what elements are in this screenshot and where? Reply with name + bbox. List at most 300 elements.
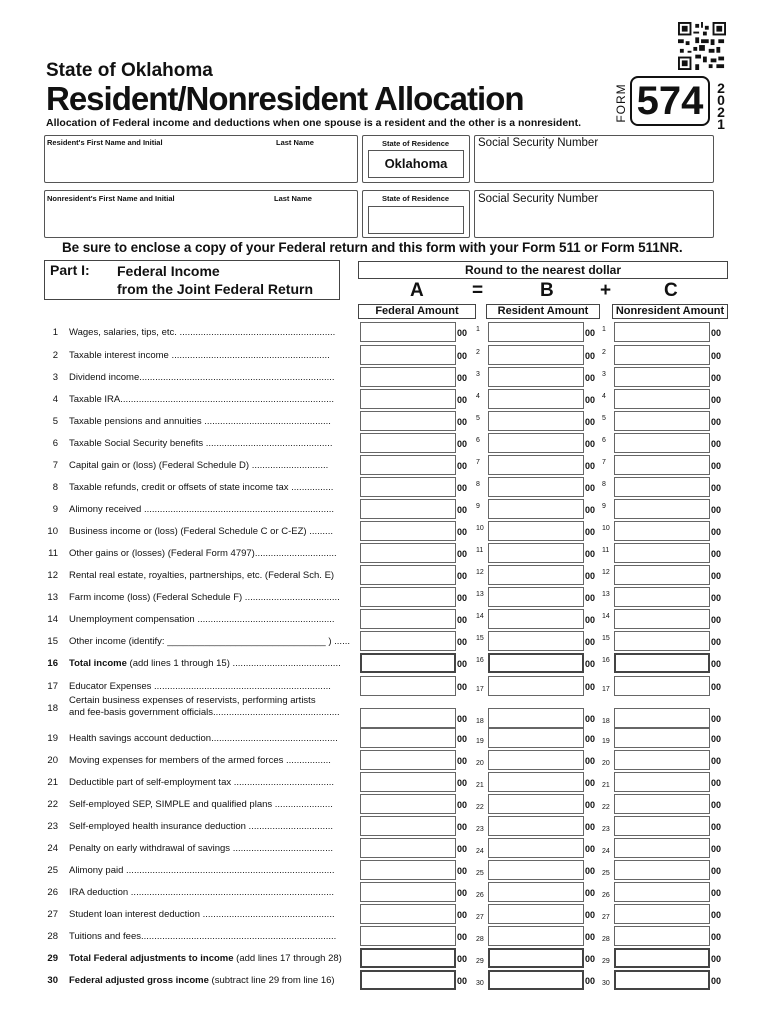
- cents-label: 00: [711, 932, 722, 942]
- cents-label: 00: [457, 328, 468, 338]
- line-label: Penalty on early withdrawal of savings ......................................: [69, 843, 333, 854]
- cents-label: 00: [457, 734, 468, 744]
- amount-input-col-a[interactable]: [360, 676, 456, 696]
- cents-label: 00: [585, 505, 596, 515]
- cents-label: 00: [457, 932, 468, 942]
- line-number: 5: [52, 416, 58, 427]
- amount-input-col-a[interactable]: [360, 653, 456, 673]
- amount-input-col-a[interactable]: [360, 750, 456, 770]
- year-digit: 2: [717, 104, 725, 120]
- amount-input-col-c[interactable]: [614, 838, 710, 858]
- line-label: Taxable Social Security benefits ................................................: [69, 438, 333, 449]
- amount-input-col-a[interactable]: [360, 816, 456, 836]
- cents-label: 00: [585, 328, 596, 338]
- year-digit: 0: [717, 92, 725, 108]
- amount-input-col-a[interactable]: [360, 609, 456, 629]
- cents-label: 00: [585, 439, 596, 449]
- line-label-rest: (subtract line 29 from line 16): [208, 975, 335, 986]
- cents-label: 00: [585, 615, 596, 625]
- nonresident-first-name-label: Nonresident's First Name and Initial: [47, 194, 175, 203]
- amount-input-col-a[interactable]: [360, 322, 456, 342]
- cents-label: 00: [457, 659, 468, 669]
- amount-input-col-a[interactable]: [360, 926, 456, 946]
- resident-first-name-label: Resident's First Name and Initial: [47, 138, 163, 147]
- line-label: Business income or (loss) (Federal Schedule C or C-EZ) .........: [69, 526, 333, 537]
- amount-input-col-a[interactable]: [360, 794, 456, 814]
- line-number: 29: [47, 953, 58, 964]
- amount-input-col-b[interactable]: [488, 882, 584, 902]
- amount-input-col-b[interactable]: [488, 587, 584, 607]
- cents-label: 00: [457, 844, 468, 854]
- resident-state-value[interactable]: Oklahoma: [368, 150, 464, 178]
- line-number: 17: [47, 681, 58, 692]
- line-ref-number: 19: [602, 738, 610, 745]
- line-label: Educator Expenses ...................................................................: [69, 681, 331, 692]
- form-number: 574: [630, 76, 710, 126]
- cents-label: 00: [457, 461, 468, 471]
- amount-input-col-b[interactable]: [488, 772, 584, 792]
- line-ref-number: 25: [476, 870, 484, 877]
- line-ref-number: 11: [476, 547, 484, 554]
- line-number: 24: [47, 843, 58, 854]
- form-label: FORM: [614, 83, 628, 123]
- amount-input-col-c[interactable]: [614, 728, 710, 748]
- part-title-line2: from the Joint Federal Return: [117, 281, 314, 297]
- amount-input-col-b[interactable]: [488, 728, 584, 748]
- amount-input-col-c[interactable]: [614, 521, 710, 541]
- line-number: 15: [47, 636, 58, 647]
- line-ref-number: 8: [476, 481, 480, 488]
- amount-input-col-a[interactable]: [360, 543, 456, 563]
- cents-label: 00: [711, 682, 722, 692]
- line-ref-number: 28: [602, 936, 610, 943]
- amount-input-col-a[interactable]: [360, 367, 456, 387]
- cents-label: 00: [711, 549, 722, 559]
- line-ref-number: 21: [602, 782, 610, 789]
- cents-label: 00: [585, 932, 596, 942]
- amount-input-col-c[interactable]: [614, 367, 710, 387]
- line-ref-number: 20: [602, 760, 610, 767]
- cents-label: 00: [457, 439, 468, 449]
- amount-input-col-c[interactable]: [614, 926, 710, 946]
- cents-label: 00: [457, 571, 468, 581]
- line-label: Student loan interest deduction ..................................................: [69, 909, 335, 920]
- amount-input-col-a[interactable]: [360, 433, 456, 453]
- enclosure-notice: Be sure to enclose a copy of your Federal return and this form with your Form 511 or Form 511NR.: [62, 240, 683, 255]
- line-ref-number: 7: [476, 459, 480, 466]
- line-number: 30: [47, 975, 58, 986]
- cents-label: 00: [457, 822, 468, 832]
- line-number: 25: [47, 865, 58, 876]
- amount-input-col-b[interactable]: [488, 345, 584, 365]
- cents-label: 00: [711, 439, 722, 449]
- state-title: State of Oklahoma: [46, 60, 213, 81]
- resident-last-name-label: Last Name: [276, 138, 314, 147]
- line-label: Taxable pensions and annuities ................................................: [69, 416, 331, 427]
- amount-input-col-a[interactable]: [360, 411, 456, 431]
- cents-label: 00: [457, 527, 468, 537]
- resident-ssn-label: Social Security Number: [478, 137, 599, 149]
- cents-label: 00: [457, 395, 468, 405]
- cents-label: 00: [457, 866, 468, 876]
- cents-label: 00: [585, 800, 596, 810]
- cents-label: 00: [711, 866, 722, 876]
- cents-label: 00: [585, 527, 596, 537]
- line-ref-number: 5: [602, 415, 606, 422]
- amount-input-col-c[interactable]: [614, 631, 710, 651]
- line-ref-number: 1: [476, 326, 480, 333]
- cents-label: 00: [711, 756, 722, 766]
- amount-input-col-b[interactable]: [488, 543, 584, 563]
- amount-input-col-b[interactable]: [488, 631, 584, 651]
- line-ref-number: 3: [476, 371, 480, 378]
- amount-input-col-c[interactable]: [614, 794, 710, 814]
- line-number: 3: [52, 372, 58, 383]
- amount-input-col-c[interactable]: [614, 543, 710, 563]
- line-ref-number: 14: [602, 613, 610, 620]
- line-label: Tuitions and fees..........................................................................: [69, 931, 337, 942]
- cents-label: 00: [585, 351, 596, 361]
- amount-input-col-a[interactable]: [360, 860, 456, 880]
- cents-label: 00: [585, 910, 596, 920]
- amount-input-col-a[interactable]: [360, 772, 456, 792]
- cents-label: 00: [585, 483, 596, 493]
- amount-input-col-a[interactable]: [360, 882, 456, 902]
- amount-input-col-c[interactable]: [614, 816, 710, 836]
- line-ref-number: 2: [476, 349, 480, 356]
- amount-input-col-b[interactable]: [488, 708, 584, 728]
- amount-input-col-c[interactable]: [614, 477, 710, 497]
- line-ref-number: 7: [602, 459, 606, 466]
- amount-input-col-a[interactable]: [360, 587, 456, 607]
- line-label-rest: (add lines 17 through 28): [233, 953, 342, 964]
- amount-input-col-c[interactable]: [614, 389, 710, 409]
- line-label: Other income (identify: ______________________________ ) ......: [69, 636, 350, 647]
- amount-input-col-c[interactable]: [614, 322, 710, 342]
- line-number: 19: [47, 733, 58, 744]
- line-label: Dividend income..........................................................................: [69, 372, 335, 383]
- line-label-bold: Total income: [69, 658, 127, 669]
- line-label-bold: Total Federal adjustments to income: [69, 953, 234, 964]
- line-number: 6: [52, 438, 58, 449]
- line-ref-number: 24: [476, 848, 484, 855]
- column-c-letter: C: [664, 280, 678, 301]
- cents-label: 00: [585, 822, 596, 832]
- line-label: Taxable IRA.................................................................................: [69, 394, 335, 405]
- amount-input-col-b[interactable]: [488, 750, 584, 770]
- cents-label: 00: [457, 373, 468, 383]
- cents-label: 00: [711, 734, 722, 744]
- amount-input-col-b[interactable]: [488, 816, 584, 836]
- line-label: Deductible part of self-employment tax ......................................: [69, 777, 335, 788]
- year-digit: 1: [717, 116, 725, 132]
- line-ref-number: 16: [476, 657, 484, 664]
- amount-input-col-a[interactable]: [360, 904, 456, 924]
- line-label: Wages, salaries, tips, etc. ...........................................................: [69, 327, 336, 338]
- cents-label: 00: [457, 756, 468, 766]
- line-ref-number: 10: [476, 525, 484, 532]
- amount-input-col-b[interactable]: [488, 565, 584, 585]
- line-ref-number: 6: [476, 437, 480, 444]
- line-ref-number: 30: [602, 980, 610, 987]
- amount-input-col-b[interactable]: [488, 521, 584, 541]
- cents-label: 00: [585, 756, 596, 766]
- line-label: Moving expenses for members of the armed forces .................: [69, 755, 331, 766]
- line-number: 11: [48, 548, 58, 559]
- amount-input-col-c[interactable]: [614, 708, 710, 728]
- line-label: Self-employed health insurance deduction ................................: [69, 821, 334, 832]
- amount-input-col-c[interactable]: [614, 433, 710, 453]
- amount-input-col-b[interactable]: [488, 367, 584, 387]
- line-label: Capital gain or (loss) (Federal Schedule D) .............................: [69, 460, 329, 471]
- line-label-part: Certain business expenses of reservists, performing artists: [69, 695, 316, 706]
- line-label: Alimony paid ...............................................................................: [69, 865, 335, 876]
- line-ref-number: 15: [602, 635, 610, 642]
- cents-label: 00: [585, 461, 596, 471]
- line-ref-number: 26: [602, 892, 610, 899]
- amount-input-col-b[interactable]: [488, 609, 584, 629]
- cents-label: 00: [457, 417, 468, 427]
- amount-input-col-b[interactable]: [488, 499, 584, 519]
- cents-label: 00: [711, 778, 722, 788]
- cents-label: 00: [585, 571, 596, 581]
- amount-input-col-b[interactable]: [488, 676, 584, 696]
- cents-label: 00: [585, 888, 596, 898]
- amount-input-col-b[interactable]: [488, 411, 584, 431]
- amount-input-col-c[interactable]: [614, 750, 710, 770]
- nonresident-state-label: State of Residence: [382, 194, 450, 203]
- cents-label: 00: [457, 593, 468, 603]
- line-ref-number: 4: [476, 393, 480, 400]
- equals-sign: =: [472, 280, 484, 301]
- amount-input-col-b[interactable]: [488, 477, 584, 497]
- line-ref-number: 2: [602, 349, 606, 356]
- line-ref-number: 28: [476, 936, 484, 943]
- cents-label: 00: [711, 328, 722, 338]
- cents-label: 00: [711, 527, 722, 537]
- cents-label: 00: [585, 417, 596, 427]
- line-label: Other gains or (losses) (Federal Form 4797)...............................: [69, 548, 337, 559]
- amount-input-col-b[interactable]: [488, 838, 584, 858]
- line-ref-number: 18: [602, 718, 610, 725]
- amount-input-col-b[interactable]: [488, 948, 584, 968]
- year-digit: 2: [717, 80, 725, 96]
- line-ref-number: 25: [602, 870, 610, 877]
- line-number: 16: [47, 658, 58, 669]
- line-ref-number: 4: [602, 393, 606, 400]
- cents-label: 00: [457, 682, 468, 692]
- cents-label: 00: [711, 888, 722, 898]
- line-number: 23: [47, 821, 58, 832]
- cents-label: 00: [585, 637, 596, 647]
- amount-input-col-b[interactable]: [488, 970, 584, 990]
- amount-input-col-c[interactable]: [614, 882, 710, 902]
- line-ref-number: 16: [602, 657, 610, 664]
- cents-label: 00: [457, 505, 468, 515]
- line-label-rest: (add lines 1 through 15) .........................................: [126, 658, 341, 669]
- line-label: Rental real estate, royalties, partnerships, etc. (Federal Sch. E): [69, 570, 335, 581]
- line-label: [69, 695, 355, 719]
- amount-input-col-c[interactable]: [614, 653, 710, 673]
- amount-input-col-c[interactable]: [614, 860, 710, 880]
- amount-input-col-c[interactable]: [614, 970, 710, 990]
- amount-input-col-a[interactable]: [360, 345, 456, 365]
- amount-input-col-a[interactable]: [360, 838, 456, 858]
- line-ref-number: 12: [476, 569, 484, 576]
- amount-input-col-b[interactable]: [488, 455, 584, 475]
- resident-state-label: State of Residence: [382, 139, 450, 148]
- column-b-header: Resident Amount: [486, 304, 600, 319]
- amount-input-col-b[interactable]: [488, 904, 584, 924]
- line-label-bold: Federal adjusted gross income: [69, 975, 209, 986]
- amount-input-col-a[interactable]: [360, 499, 456, 519]
- line-label: Farm income (loss) (Federal Schedule F) ....................................: [69, 592, 340, 603]
- cents-label: 00: [585, 659, 596, 669]
- line-number: 22: [47, 799, 58, 810]
- amount-input-col-a[interactable]: [360, 970, 456, 990]
- cents-label: 00: [711, 615, 722, 625]
- form-year: [714, 82, 728, 130]
- amount-input-col-b[interactable]: [488, 322, 584, 342]
- amount-input-col-a[interactable]: [360, 728, 456, 748]
- nonresident-state-value[interactable]: [368, 206, 464, 234]
- amount-input-col-a[interactable]: [360, 565, 456, 585]
- cents-label: 00: [457, 615, 468, 625]
- line-ref-number: 30: [476, 980, 484, 987]
- cents-label: 00: [457, 910, 468, 920]
- line-ref-number: 8: [602, 481, 606, 488]
- amount-input-col-a[interactable]: [360, 708, 456, 728]
- amount-input-col-b[interactable]: [488, 926, 584, 946]
- cents-label: 00: [585, 866, 596, 876]
- cents-label: 00: [711, 395, 722, 405]
- line-ref-number: 9: [476, 503, 480, 510]
- cents-label: 00: [585, 976, 596, 986]
- line-ref-number: 27: [476, 914, 484, 921]
- line-label-part: and fee-basis government officials................................................: [69, 707, 340, 718]
- cents-label: 00: [711, 461, 722, 471]
- page-title: Resident/Nonresident Allocation: [46, 80, 524, 117]
- line-label: [69, 953, 355, 964]
- amount-input-col-b[interactable]: [488, 794, 584, 814]
- amount-input-col-b[interactable]: [488, 860, 584, 880]
- line-ref-number: 6: [602, 437, 606, 444]
- amount-input-col-c[interactable]: [614, 345, 710, 365]
- cents-label: 00: [711, 976, 722, 986]
- line-label: Taxable interest income ............................................................: [69, 350, 330, 361]
- line-number: 2: [52, 350, 58, 361]
- line-ref-number: 29: [476, 958, 484, 965]
- amount-input-col-b[interactable]: [488, 653, 584, 673]
- amount-input-col-c[interactable]: [614, 676, 710, 696]
- amount-input-col-a[interactable]: [360, 455, 456, 475]
- cents-label: 00: [457, 976, 468, 986]
- line-number: 4: [52, 394, 58, 405]
- column-b-letter: B: [540, 280, 554, 301]
- line-number: 18: [47, 703, 58, 714]
- line-ref-number: 19: [476, 738, 484, 745]
- line-ref-number: 15: [476, 635, 484, 642]
- form-subtitle: Allocation of Federal income and deductions when one spouse is a resident and the other is a nonresident.: [46, 117, 582, 129]
- cents-label: 00: [711, 417, 722, 427]
- amount-input-col-a[interactable]: [360, 521, 456, 541]
- line-label: IRA deduction .............................................................................: [69, 887, 335, 898]
- line-ref-number: 14: [476, 613, 484, 620]
- amount-input-col-a[interactable]: [360, 477, 456, 497]
- cents-label: 00: [711, 954, 722, 964]
- cents-label: 00: [711, 910, 722, 920]
- line-ref-number: 13: [476, 591, 484, 598]
- line-ref-number: 11: [602, 547, 610, 554]
- amount-input-col-c[interactable]: [614, 948, 710, 968]
- cents-label: 00: [457, 714, 468, 724]
- line-ref-number: 17: [476, 686, 484, 693]
- amount-input-col-c[interactable]: [614, 772, 710, 792]
- cents-label: 00: [457, 549, 468, 559]
- line-number: 13: [47, 592, 58, 603]
- cents-label: 00: [711, 351, 722, 361]
- column-c-header: Nonresident Amount: [612, 304, 728, 319]
- line-label: Health savings account deduction................................................: [69, 733, 338, 744]
- line-number: 7: [52, 460, 58, 471]
- line-label: Taxable refunds, credit or offsets of state income tax ................: [69, 482, 334, 493]
- amount-input-col-c[interactable]: [614, 904, 710, 924]
- line-ref-number: 23: [602, 826, 610, 833]
- round-note: Round to the nearest dollar: [358, 261, 728, 279]
- amount-input-col-a[interactable]: [360, 631, 456, 651]
- column-a-letter: A: [410, 280, 424, 301]
- nonresident-last-name-label: Last Name: [274, 194, 312, 203]
- cents-label: 00: [585, 778, 596, 788]
- line-number: 10: [47, 526, 58, 537]
- amount-input-col-c[interactable]: [614, 499, 710, 519]
- cents-label: 00: [711, 714, 722, 724]
- cents-label: 00: [585, 395, 596, 405]
- cents-label: 00: [585, 373, 596, 383]
- cents-label: 00: [711, 593, 722, 603]
- line-ref-number: 21: [476, 782, 484, 789]
- amount-input-col-c[interactable]: [614, 565, 710, 585]
- amount-input-col-c[interactable]: [614, 587, 710, 607]
- amount-input-col-c[interactable]: [614, 609, 710, 629]
- cents-label: 00: [585, 844, 596, 854]
- line-ref-number: 3: [602, 371, 606, 378]
- cents-label: 00: [457, 778, 468, 788]
- part-title-line1: Federal Income: [117, 263, 220, 279]
- amount-input-col-b[interactable]: [488, 389, 584, 409]
- cents-label: 00: [711, 483, 722, 493]
- amount-input-col-c[interactable]: [614, 455, 710, 475]
- line-label: Unemployment compensation ....................................................: [69, 614, 335, 625]
- amount-input-col-a[interactable]: [360, 948, 456, 968]
- line-ref-number: 12: [602, 569, 610, 576]
- line-ref-number: 1: [602, 326, 606, 333]
- cents-label: 00: [457, 637, 468, 647]
- part-number: Part I:: [50, 262, 90, 278]
- line-number: 28: [47, 931, 58, 942]
- line-number: 8: [52, 482, 58, 493]
- amount-input-col-c[interactable]: [614, 411, 710, 431]
- line-ref-number: 17: [602, 686, 610, 693]
- cents-label: 00: [585, 734, 596, 744]
- cents-label: 00: [457, 954, 468, 964]
- line-label: Alimony received ........................................................................: [69, 504, 335, 515]
- cents-label: 00: [711, 571, 722, 581]
- cents-label: 00: [585, 714, 596, 724]
- cents-label: 00: [585, 549, 596, 559]
- amount-input-col-b[interactable]: [488, 433, 584, 453]
- amount-input-col-a[interactable]: [360, 389, 456, 409]
